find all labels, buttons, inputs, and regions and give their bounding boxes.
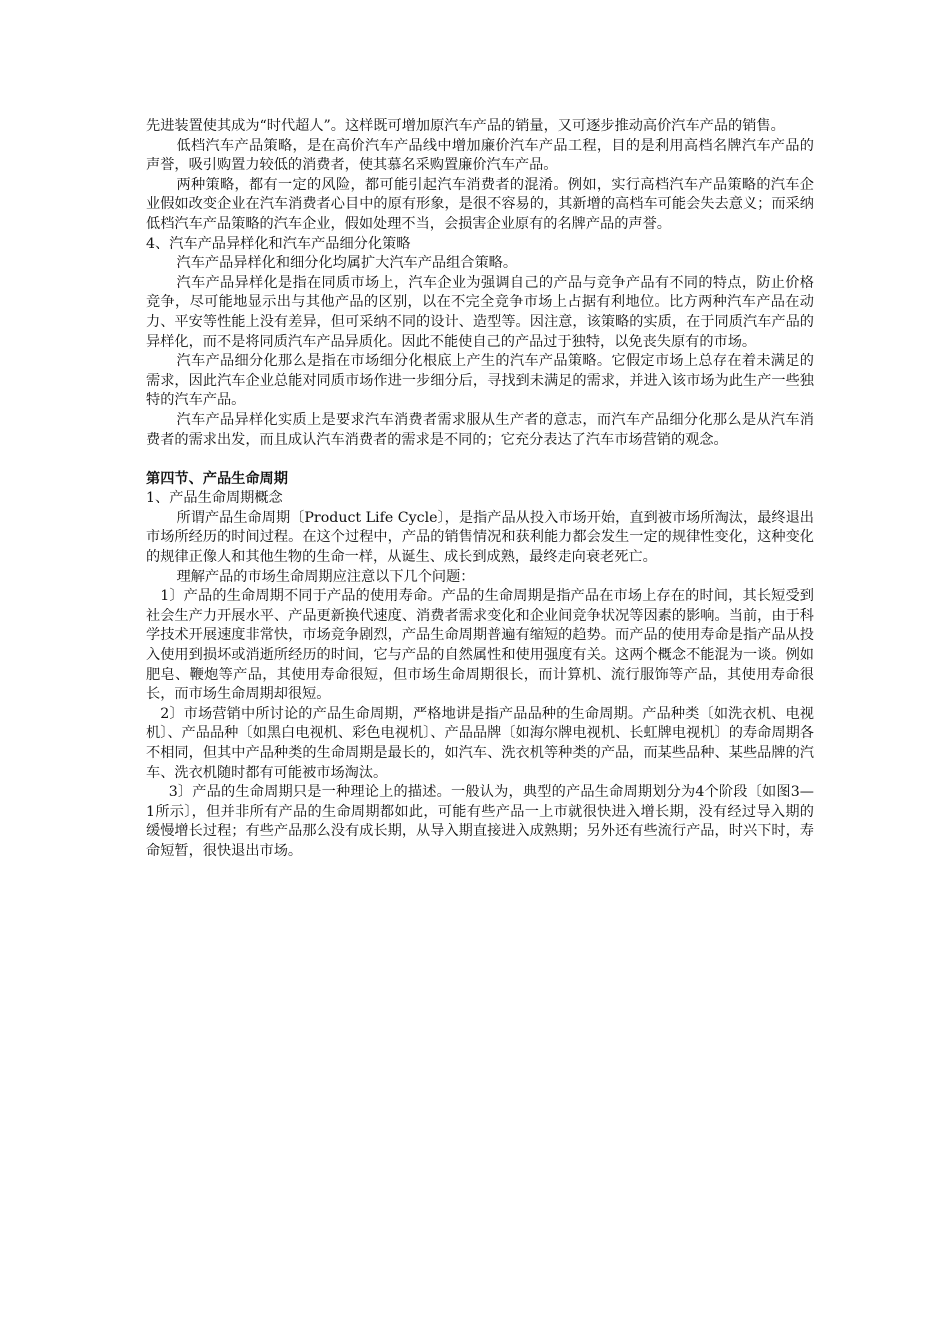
chapter-heading-section-4: 第四节、产品生命周期 — [146, 470, 288, 487]
paragraph-differentiation-definition: 汽车产品异样化是指在同质市场上，汽车企业为强调自己的产品与竞争产品有不同的特点，防止价格竞争，尽可能地显示出与其他产品的区别，以在不完全竞争市场上占据有利地位。比方两种汽车产品在动力、平安等性能上没有差异，但可采纳不同的设计、造型等。因注意，该策略的实质，在于同质汽车产品的异样化，而不是将同质汽车产品异质化。因此不能使自己的产品过于独特，以免丧失原有的市场。 — [146, 274, 814, 350]
paragraph-differentiation-intro: 汽车产品异样化和细分化均属扩大汽车产品组合策略。 — [176, 255, 518, 272]
paragraph-plc-issue-3: 3〕产品的生命周期只是一种理论上的描述。一般认为，典型的产品生命周期划分为4个阶段〔如图3—1所示〕，但并非所有产品的生命周期都如此，可能有些产品一上市就很快进入增长期，没有经过导入期的缓慢增长过程；有些产品那么没有成长期，从导入期直接进入成熟期；另外还有些流行产品，时兴下时，寿命短暂，很快退出市场。 — [146, 784, 814, 859]
paragraph-subdivision-definition: 汽车产品细分化那么是指在市场细分化根底上产生的汽车产品策略。它假定市场上总存在着未满足的需求，因此汽车企业总能对同质市场作进一步细分后，寻找到未满足的需求，并进入该市场为此生产一些独特的汽车产品。 — [146, 353, 814, 409]
document-body — [146, 117, 814, 862]
paragraph-premium-strategy-end: 先进装置使其成为“时代超人”。这样既可增加原汽车产品的销量，又可逐步推动高价汽车产品的销售。 — [146, 118, 785, 134]
paragraph-plc-issue-1: 1〕产品的生命周期不同于产品的使用寿命。产品的生命周期是指产品在市场上存在的时间，其长短受到社会生产力开展水平、产品更新换代速度、消费者需求变化和企业间竞争状况等因素的影响。当前，由于科学技术开展速度非常快，市场竞争剧烈，产品生命周期普遍有缩短的趋势。而产品的使用寿命是指产品从投入使用到损坏或消逝所经历的时间，它与产品的自然属性和使用强度有关。这两个概念不能混为一谈。例如肥皂、鞭炮等产品，其使用寿命很短，但市场生命周期很长，而计算机、流行服饰等产品，其使用寿命很长，而市场生命周期却很短。 — [146, 588, 814, 703]
paragraph-plc-issue-2: 2〕市场营销中所讨论的产品生命周期，严格地讲是指产品品种的生命周期。产品种类〔如洗衣机、电视机〕、产品品种〔如黑白电视机、彩色电视机〕、产品品牌〔如海尔牌电视机、长虹牌电视机〕的寿命周期各不相同，但其中产品种类的生命周期是最长的，如汽车、洗衣机等种类的产品，而某些品种、某些品牌的汽车、洗衣机随时都有可能被市场淘汰。 — [146, 705, 814, 781]
paragraph-low-end-strategy: 低档汽车产品策略，是在高价汽车产品线中增加廉价汽车产品工程，目的是利用高档名牌汽车产品的声誉，吸引购置力较低的消费者，使其慕名采购置廉价汽车产品。 — [146, 137, 814, 174]
paragraph-strategy-risks: 两种策略，都有一定的风险，都可能引起汽车消费者的混淆。例如，实行高档汽车产品策略的汽车企业假如改变企业在汽车消费者心目中的原有形象，是很不容易的，其新增的高档车可能会失去意义；而采纳低档汽车产品策略的汽车企业，假如处理不当，会损害企业原有的名牌产品的声誉。 — [146, 176, 814, 232]
section-heading-4: 4、汽车产品异样化和汽车产品细分化策略 — [146, 235, 411, 252]
paragraph-plc-issues-intro: 理解产品的市场生命周期应注意以下几个问题： — [176, 568, 475, 585]
paragraph-differentiation-vs-subdivision: 汽车产品异样化实质上是要求汽车消费者需求服从生产者的意志，而汽车产品细分化那么是从汽车消费者的需求出发，而且成认汽车消费者的需求是不同的；它充分表达了汽车市场营销的观念。 — [146, 411, 814, 448]
subsection-heading-plc-concept: 1、产品生命周期概念 — [146, 490, 283, 507]
paragraph-plc-definition: 所谓产品生命周期〔Product Life Cycle〕，是指产品从投入市场开始，直到被市场所淘汰，最终退出市场所经历的时间过程。在这个过程中，产品的销售情况和获利能力都会发生一定的规律性变化，这种变化的规律正像人和其他生物的生命一样，从诞生、成长到成熟，最终走向衰老死亡。 — [146, 509, 814, 566]
